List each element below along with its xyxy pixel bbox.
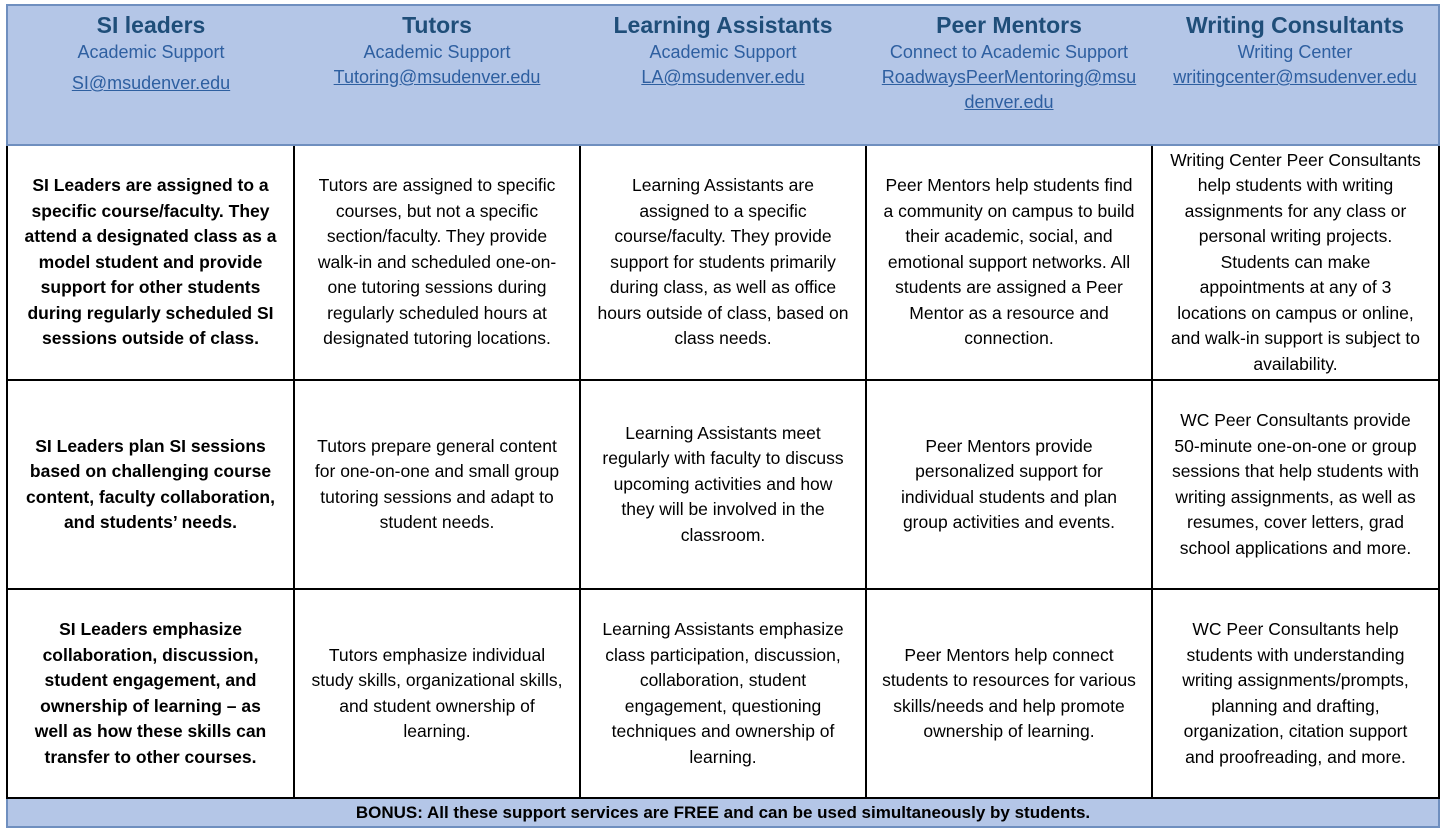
table-cell: Peer Mentors provide personalized support for individual students and plan group activities and events. (866, 380, 1152, 589)
column-department: Academic Support (649, 42, 797, 62)
table-row (7, 589, 1439, 798)
column-department: Writing Center (1237, 42, 1353, 62)
table-cell: SI Leaders plan SI sessions based on challenging course content, faculty collaboration, and students’ needs. (7, 380, 294, 589)
column-department: Connect to Academic Support (889, 42, 1129, 62)
table-cell: Writing Center Peer Consultants help students with writing assignments for any class or personal writing projects. Students can make appointments at any of 3 locations on campus or online, and walk-in support is subject to availability. (1152, 145, 1439, 380)
column-title: Learning Assistants (613, 12, 833, 38)
header-cell-learning-assistants (580, 5, 866, 145)
header-cell-tutors (294, 5, 580, 145)
table-cell: Learning Assistants meet regularly with faculty to discuss upcoming activities and how they will be involved in the classroom. (580, 380, 866, 589)
column-title: Tutors (402, 12, 472, 38)
column-department: Academic Support (363, 42, 511, 62)
table-cell: Tutors emphasize individual study skills, organizational skills, and student ownership of learning. (294, 589, 580, 798)
table-row (7, 380, 1439, 589)
la-email-link[interactable]: LA@msudenver.edu (641, 67, 805, 87)
header-cell-writing-consultants (1152, 5, 1439, 145)
peer-mentoring-email-link[interactable]: RoadwaysPeerMentoring@msudenver.edu (881, 67, 1137, 112)
header-cell-si-leaders (7, 5, 294, 145)
tutoring-email-link[interactable]: Tutoring@msudenver.edu (333, 67, 541, 87)
table-cell: Learning Assistants emphasize class participation, discussion, collaboration, student engagement, questioning techniques and ownership of learning. (580, 589, 866, 798)
column-title: Peer Mentors (936, 12, 1082, 38)
column-title: SI leaders (96, 12, 206, 38)
table-cell: Peer Mentors help connect students to resources for various skills/needs and help promote ownership of learning. (866, 589, 1152, 798)
table-cell: Tutors are assigned to specific courses, but not a specific section/faculty. They provide walk-in and scheduled one-on-one tutoring sessions during regularly scheduled hours at designated tutoring locations. (294, 145, 580, 380)
table-cell: WC Peer Consultants help students with understanding writing assignments/prompts, planning and drafting, organization, citation support and proofreading, and more. (1152, 589, 1439, 798)
bonus-note: BONUS: All these support services are FREE and can be used simultaneously by students. (7, 798, 1439, 827)
si-email-link[interactable]: SI@msudenver.edu (71, 73, 231, 93)
header-row (7, 5, 1439, 145)
table-cell: SI Leaders emphasize collaboration, discussion, student engagement, and ownership of learning – as well as how these skills can transfer to other courses. (7, 589, 294, 798)
table-cell: Tutors prepare general content for one-on-one and small group tutoring sessions and adapt to student needs. (294, 380, 580, 589)
writing-center-email-link[interactable]: writingcenter@msudenver.edu (1173, 67, 1417, 87)
support-services-table (6, 4, 1440, 828)
table-cell: WC Peer Consultants provide 50-minute one-on-one or group sessions that help students with writing assignments, as well as resumes, cover letters, grad school applications and more. (1152, 380, 1439, 589)
table-row (7, 145, 1439, 380)
bonus-row (7, 798, 1439, 827)
table-cell: SI Leaders are assigned to a specific course/faculty. They attend a designated class as a model student and provide support for other students during regularly scheduled SI sessions outside of class. (7, 145, 294, 380)
column-title: Writing Consultants (1185, 12, 1405, 38)
column-department: Academic Support (77, 42, 225, 62)
table-cell: Peer Mentors help students find a community on campus to build their academic, social, and emotional support networks. All students are assigned a Peer Mentor as a resource and connection. (866, 145, 1152, 380)
header-cell-peer-mentors (866, 5, 1152, 145)
table-cell: Learning Assistants are assigned to a specific course/faculty. They provide support for students primarily during class, as well as office hours outside of class, based on class needs. (580, 145, 866, 380)
